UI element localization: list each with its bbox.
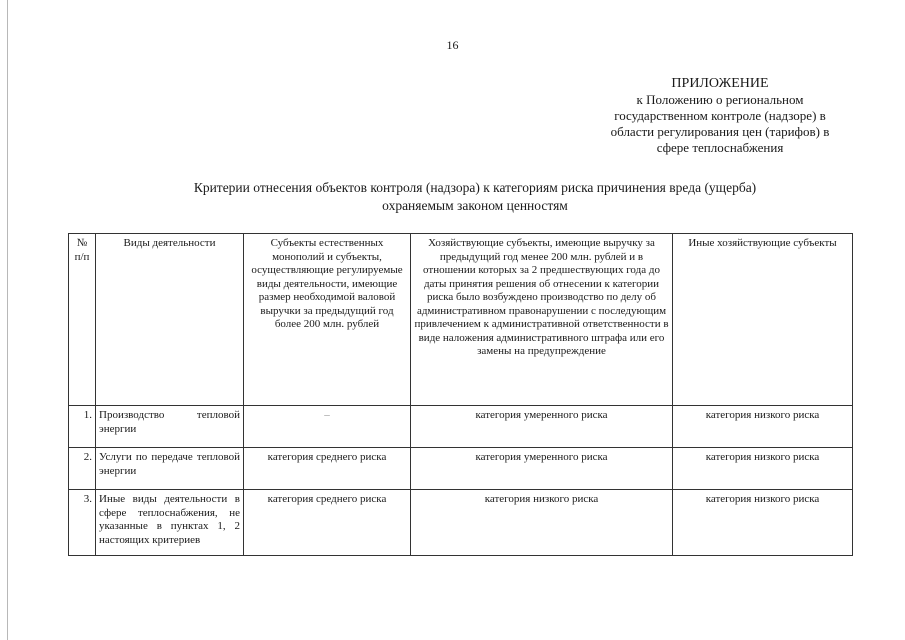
- document-title-line: Критерии отнесения объектов контроля (надзора) к категориям риска причинения вреда (ущерба): [193, 180, 757, 195]
- row-natural-monopolies: категория среднего риска: [244, 490, 411, 556]
- row-small-entities: категория умеренного риска: [411, 406, 673, 448]
- table-row: [69, 406, 853, 448]
- row-activity: Иные виды деятельности в сфере теплоснабжения, не указанные в пунктах 1, 2 настоящих критериев: [96, 490, 244, 556]
- appendix-line: к Положению о региональном: [636, 92, 804, 107]
- row-small-entities: категория низкого риска: [411, 490, 673, 556]
- appendix-block: [560, 76, 880, 156]
- document-title-line: охраняемым законом ценностям: [382, 198, 568, 213]
- header-other-entities: Иные хозяйствующие субъекты: [673, 234, 853, 406]
- header-small-entities: Хозяйствующие субъекты, имеющие выручку за предыдущий год менее 200 млн. рублей и в отношении которых за 2 предшествующих года до даты принятия решения об отнесении к категории риска было возбуждено производство по делу об административном правонарушении с последующим привлечением к административной ответственности в виде наложения административного штрафа или его замены на предупреждение: [411, 234, 673, 406]
- row-activity: Услуги по передаче тепловой энергии: [96, 448, 244, 490]
- page-edge-line: [7, 0, 8, 640]
- appendix-line: государственном контроле (надзоре) в: [614, 108, 826, 123]
- appendix-heading: ПРИЛОЖЕНИЕ: [671, 76, 769, 91]
- row-other-entities: категория низкого риска: [673, 448, 853, 490]
- row-natural-monopolies: категория среднего риска: [244, 448, 411, 490]
- table-row: [69, 448, 853, 490]
- table-row: [69, 490, 853, 556]
- row-num: 2.: [69, 448, 96, 490]
- risk-criteria-table: [68, 233, 853, 556]
- row-num: 1.: [69, 406, 96, 448]
- appendix-line: области регулирования цен (тарифов) в: [610, 124, 830, 139]
- row-activity: Производство тепловой энергии: [96, 406, 244, 448]
- row-num: 3.: [69, 490, 96, 556]
- row-small-entities: категория умеренного риска: [411, 448, 673, 490]
- page-number: 16: [446, 38, 459, 52]
- header-activity: Виды деятельности: [96, 234, 244, 406]
- header-num: № п/п: [69, 234, 96, 406]
- row-other-entities: категория низкого риска: [673, 406, 853, 448]
- document-title: [110, 179, 840, 215]
- row-natural-monopolies: –: [244, 406, 411, 448]
- header-natural-monopolies: Субъекты естественных монополий и субъекты, осуществляющие регулируемые виды деятельности, имеющие размер необходимой валовой выручки за предыдущий год более 200 млн. рублей: [244, 234, 411, 406]
- appendix-line: сфере теплоснабжения: [656, 140, 784, 155]
- row-other-entities: категория низкого риска: [673, 490, 853, 556]
- table-header-row: [69, 234, 853, 406]
